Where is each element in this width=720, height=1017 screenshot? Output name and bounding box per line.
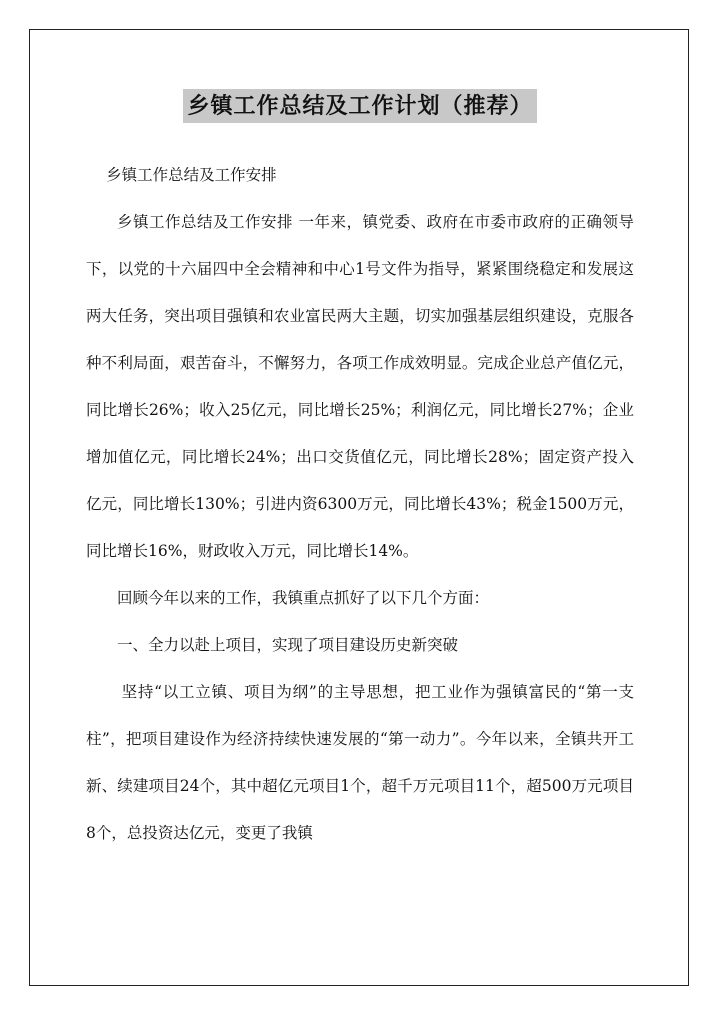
paragraph-review: 回顾今年以来的工作，我镇重点抓好了以下几个方面： — [117, 589, 490, 607]
document-title: 乡镇工作总结及工作计划（推荐） — [183, 89, 536, 123]
document-body — [86, 152, 634, 857]
document-subtitle: 乡镇工作总结及工作安排 — [106, 166, 277, 184]
title-container — [0, 89, 720, 123]
paragraph-summary: 乡镇工作总结及工作安排 一年来，镇党委、政府在市委市政府的正确领导下，以党的十六届四中全会精神和中心1号文件为指导，紧紧围绕稳定和发展这两大任务，突出项目强镇和农业富民两大主题，切实加强基层组织建设，克服各种不利局面，艰苦奋斗，不懈努力，各项工作成效明显。完成企业总产值亿元，同比增长26%；收入25亿元，同比增长25%；利润亿元，同比增长27%；企业增加值亿元，同比增长24%；出口交货值亿元，同比增长28%；固定资产投入亿元，同比增长130%；引进内资6300万元，同比增长43%；税金1500万元，同比增长16%，财政收入万元，同比增长14%。 — [86, 213, 634, 560]
section-heading-1: 一、全力以赴上项目，实现了项目建设历史新突破 — [117, 636, 459, 654]
paragraph-projects: 坚持“以工立镇、项目为纲”的主导思想，把工业作为强镇富民的“第一支柱”，把项目建设作为经济持续快速发展的“第一动力”。今年以来，全镇共开工新、续建项目24个，其中超亿元项目1个，超千万元项目11个，超500万元项目8个，总投资达亿元，变更了我镇 — [86, 683, 634, 842]
